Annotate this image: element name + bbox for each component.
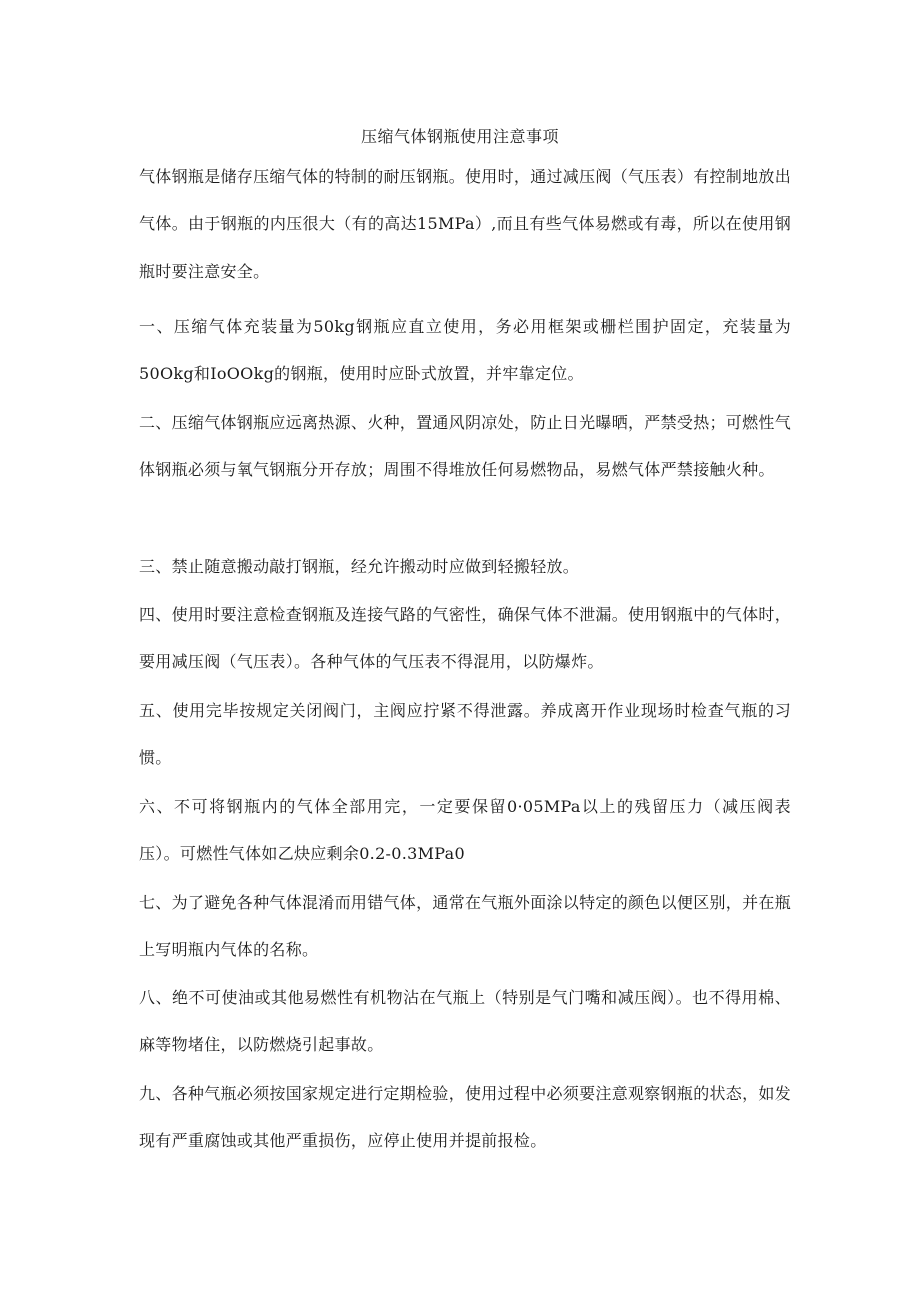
- paragraph-item-7: 七、为了避免各种气体混淆而用错气体，通常在气瓶外面涂以特定的颜色以便区别，并在瓶上写明瓶内气体的名称。: [139, 893, 792, 960]
- paragraph-item-5: 五、使用完毕按规定关闭阀门，主阀应拧紧不得泄露。养成离开作业现场时检查气瓶的习惯。: [139, 701, 791, 768]
- paragraph-item-2: 二、压缩气体钢瓶应远离热源、火种，置通风阴凉处，防止日光曝晒，严禁受热；可燃性气体钢瓶必须与氧气钢瓶分开存放；周围不得堆放任何易燃物品，易燃气体严禁接触火种。: [139, 413, 792, 480]
- paragraph-item-9: 九、各种气瓶必须按国家规定进行定期检验，使用过程中必须要注意观察钢瓶的状态，如发现有严重腐蚀或其他严重损伤，应停止使用并提前报检。: [139, 1084, 792, 1151]
- paragraph-item-8: 八、绝不可使油或其他易燃性有机物沾在气瓶上（特别是气门嘴和减压阀）。也不得用棉、麻等物堵住，以防燃烧引起事故。: [139, 988, 791, 1055]
- paragraph-item-6: 六、不可将钢瓶内的气体全部用完，一定要保留0·05MPa以上的残留压力（减压阀表压）。可燃性气体如乙炔应剩余0.2-0.3MPa0: [139, 797, 791, 864]
- paragraph-intro: 气体钢瓶是储存压缩气体的特制的耐压钢瓶。使用时，通过减压阀（气压表）有控制地放出气体。由于钢瓶的内压很大（有的高达15MPa）,而且有些气体易燃或有毒，所以在使用钢瓶时要注意安全。: [139, 167, 792, 281]
- paragraph-item-1: 一、压缩气体充装量为50kg钢瓶应直立使用，务必用框架或栅栏围护固定，充装量为50Okg和IoOOkg的钢瓶，使用时应卧式放置，并牢靠定位。: [139, 317, 791, 384]
- document-title: 压缩气体钢瓶使用注意事项: [360, 127, 559, 146]
- paragraph-item-4: 四、使用时要注意检查钢瓶及连接气路的气密性，确保气体不泄漏。使用钢瓶中的气体时，要用减压阀（气压表）。各种气体的气压表不得混用，以防爆炸。: [139, 605, 792, 672]
- paragraph-item-3: 三、禁止随意搬动敲打钢瓶，经允许搬动时应做到轻搬轻放。: [139, 557, 580, 576]
